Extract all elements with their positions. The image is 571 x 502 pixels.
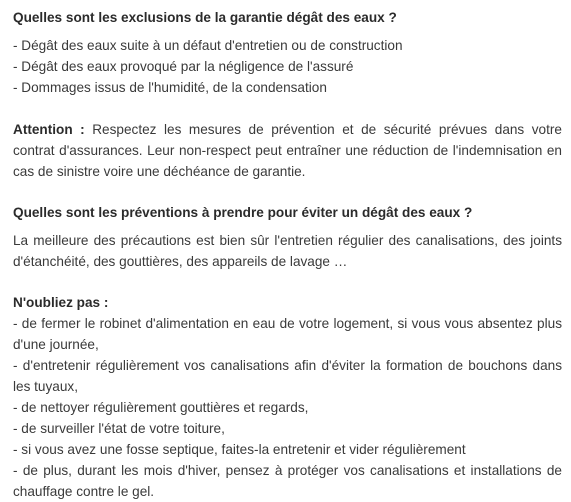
preventions-intro: La meilleure des précautions est bien sûr l'entretien régulier des canalisations, des joints d'étanchéité, des gouttières, des appareils de lavage …: [13, 233, 562, 269]
reminder-item: - si vous avez une fosse septique, faites-la entretenir et vider régulièrement: [13, 442, 466, 457]
reminder-item: - de plus, durant les mois d'hiver, pensez à protéger vos canalisations et installations de chauffage contre le gel.: [13, 463, 562, 499]
reminders-section: [13, 293, 562, 502]
reminders-heading: N'oubliez pas :: [13, 295, 109, 310]
attention-label: Attention :: [13, 122, 85, 137]
reminder-item: - de surveiller l'état de votre toiture,: [13, 421, 225, 436]
attention-paragraph: [13, 119, 562, 182]
preventions-heading: Quelles sont les préventions à prendre pour éviter un dégât des eaux ?: [13, 205, 473, 220]
exclusion-item: - Dommages issus de l'humidité, de la condensation: [13, 80, 327, 95]
exclusions-heading: Quelles sont les exclusions de la garantie dégât des eaux ?: [13, 10, 397, 25]
reminder-item: - de nettoyer régulièrement gouttières et regards,: [13, 400, 309, 415]
exclusions-section: [13, 8, 562, 98]
preventions-section: [13, 203, 562, 272]
reminder-item: - d'entretenir régulièrement vos canalisations afin d'éviter la formation de bouchons dans les tuyaux,: [13, 358, 562, 394]
exclusion-item: - Dégât des eaux suite à un défaut d'entretien ou de construction: [13, 38, 403, 53]
exclusion-item: - Dégât des eaux provoqué par la négligence de l'assuré: [13, 59, 354, 74]
attention-text: Respectez les mesures de prévention et de sécurité prévues dans votre contrat d'assurances. Leur non-respect peut entraîner une réduction de l'indemnisation en cas de sinistre voire une déchéance de garantie.: [13, 122, 562, 179]
reminder-item: - de fermer le robinet d'alimentation en eau de votre logement, si vous vous absentez plus d'une journée,: [13, 316, 562, 352]
